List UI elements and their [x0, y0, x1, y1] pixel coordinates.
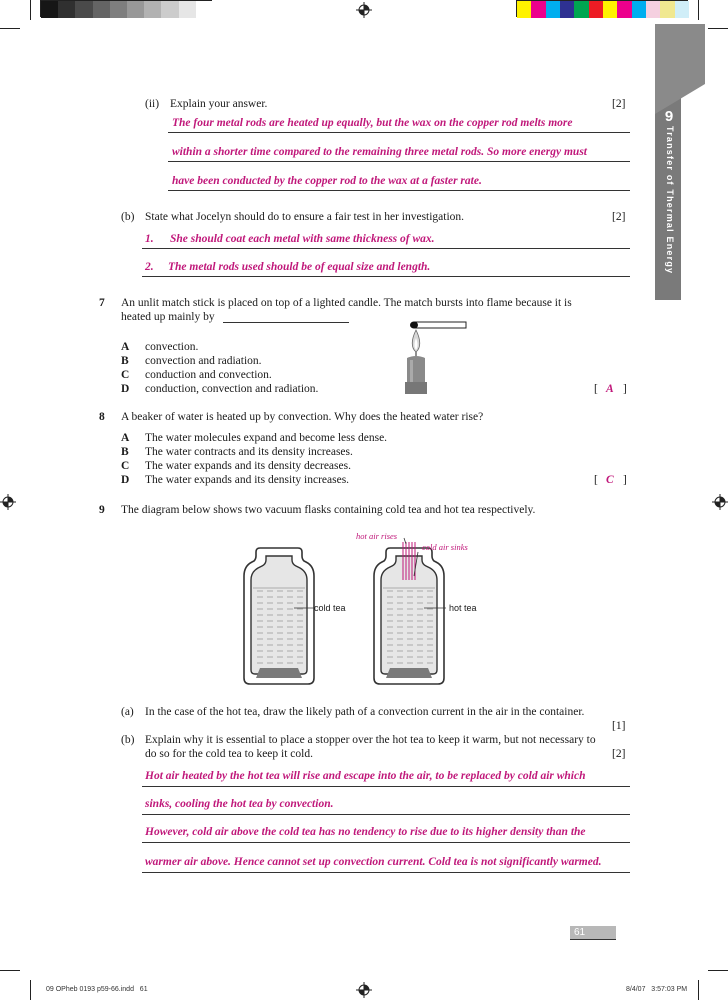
printer-swatch: [546, 1, 561, 18]
q6-part-ii-label: (ii): [145, 98, 160, 110]
label-hot-air-rises: hot air rises: [356, 531, 398, 541]
q9-part-b-text: Explain why it is essential to place a stopper over the hot tea to keep it warm, but not necessary to: [145, 734, 596, 746]
answer-rule: [142, 842, 630, 843]
answer-rule: [142, 814, 630, 815]
registration-mark-icon: [356, 2, 372, 18]
answer-line: She should coat each metal with same thickness of wax.: [170, 233, 435, 245]
q9-part-a-text: In the case of the hot tea, draw the likely path of a convection current in the air in the container.: [145, 706, 585, 718]
q6-part-b-label: (b): [121, 211, 135, 223]
answer-rule: [142, 786, 630, 787]
answer-rule: [142, 276, 630, 277]
hot-flask: [374, 538, 444, 684]
q7-answer: A: [606, 383, 614, 395]
option-text: The water molecules expand and become less dense.: [145, 432, 388, 444]
q9-part-a-label: (a): [121, 706, 134, 718]
option-text: convection and radiation.: [145, 355, 262, 367]
q9-part-a-marks: [1]: [612, 720, 626, 732]
option-text: The water expands and its density decreases.: [145, 460, 351, 472]
option-letter: C: [121, 460, 130, 472]
printer-swatch: [574, 1, 589, 18]
answer-bracket: [: [594, 383, 598, 395]
q9-number: 9: [99, 504, 105, 516]
printer-swatch: [517, 1, 532, 18]
printer-swatch: [675, 1, 690, 18]
answer-line: Hot air heated by the hot tea will rise and escape into the air, to be replaced by cold air which: [145, 770, 586, 782]
option-letter: D: [121, 474, 130, 486]
crop-mark: [698, 980, 699, 1000]
printer-swatch: [617, 1, 632, 18]
answer-line: The metal rods used should be of equal size and length.: [168, 261, 431, 273]
option-text: The water expands and its density increases.: [145, 474, 350, 486]
page-number: 61: [574, 927, 586, 938]
q8-text: A beaker of water is heated up by convection. Why does the heated water rise?: [121, 411, 484, 423]
answer-rule: [168, 190, 630, 191]
crop-mark: [0, 970, 20, 971]
printer-swatch: [93, 1, 111, 18]
registration-mark-icon: [356, 982, 372, 998]
answer-line: The four metal rods are heated up equally, but the wax on the copper rod melts more: [172, 117, 573, 129]
answer-rule: [142, 248, 630, 249]
option-letter: D: [121, 383, 130, 395]
printer-swatch: [110, 1, 128, 18]
chapter-number: 9: [664, 108, 674, 125]
q8-answer: C: [606, 474, 614, 486]
answer-line: warmer air above. Hence cannot set up convection current. Cold tea is not significantly warmed.: [145, 856, 602, 868]
label-hot-tea: hot tea: [449, 603, 477, 613]
printer-swatch: [144, 1, 162, 18]
answer-rule: [168, 161, 630, 162]
q9-part-b-text-2: do so for the cold tea to keep it cold.: [145, 748, 313, 760]
printer-swatch: [646, 1, 661, 18]
answer-rule: [142, 872, 630, 873]
printer-swatch: [58, 1, 76, 18]
printer-color-bar: [516, 0, 688, 17]
crop-mark: [698, 0, 699, 20]
crop-mark: [708, 28, 728, 29]
printer-swatch: [660, 1, 675, 18]
answer-line: within a shorter time compared to the remaining three metal rods. So more energy must: [172, 146, 587, 158]
label-cold-air-sinks: cold air sinks: [422, 542, 468, 552]
crop-mark: [30, 980, 31, 1000]
option-letter: A: [121, 341, 130, 353]
printer-swatch: [179, 1, 197, 18]
option-text: conduction, convection and radiation.: [145, 383, 319, 395]
option-letter: A: [121, 432, 130, 444]
q9-text: The diagram below shows two vacuum flasks containing cold tea and hot tea respectively.: [121, 504, 536, 516]
crop-mark: [708, 970, 728, 971]
printer-swatch: [196, 1, 214, 18]
label-cold-tea: cold tea: [314, 603, 346, 613]
answer-bracket: [: [594, 474, 598, 486]
printer-swatch: [603, 1, 618, 18]
fill-blank-line: [223, 322, 349, 323]
q7-number: 7: [99, 297, 105, 309]
option-letter: B: [121, 446, 129, 458]
printer-swatch: [531, 1, 546, 18]
printer-swatch: [75, 1, 93, 18]
q9-part-b-marks: [2]: [612, 748, 626, 760]
printer-swatch: [589, 1, 604, 18]
registration-mark-icon: [712, 494, 728, 510]
q7-text: An unlit match stick is placed on top of a lighted candle. The match bursts into flame because it is: [121, 297, 572, 309]
printer-swatch: [41, 1, 59, 18]
answer-line: have been conducted by the copper rod to the wax at a faster rate.: [172, 175, 482, 187]
answer-line: However, cold air above the cold tea has no tendency to rise due to its higher density than the: [145, 826, 586, 838]
option-text: The water contracts and its density increases.: [145, 446, 353, 458]
printer-swatch: [632, 1, 647, 18]
q6-part-ii-marks: [2]: [612, 98, 626, 110]
q6-part-ii-text: Explain your answer.: [170, 98, 268, 110]
footer-timestamp: 8/4/07 3:57:03 PM: [626, 986, 688, 993]
footer-file-info: 09 OPheb 0193 p59-66.indd 61: [46, 986, 148, 993]
option-letter: B: [121, 355, 129, 367]
registration-mark-icon: [0, 494, 16, 510]
printer-swatch: [161, 1, 179, 18]
chapter-tab-notch: [655, 24, 705, 114]
cold-flask: [244, 548, 314, 684]
answer-bracket: ]: [623, 474, 627, 486]
option-text: convection.: [145, 341, 199, 353]
q6-part-b-text: State what Jocelyn should do to ensure a fair test in her investigation.: [145, 211, 465, 223]
answer-line: sinks, cooling the hot tea by convection.: [145, 798, 334, 810]
page-number-rule: [570, 939, 616, 940]
q9-part-b-label: (b): [121, 734, 135, 746]
printer-swatch: [127, 1, 145, 18]
candle-match-illustration: [398, 318, 470, 398]
option-text: conduction and convection.: [145, 369, 272, 381]
printer-swatch: [560, 1, 575, 18]
answer-bracket: ]: [623, 383, 627, 395]
q8-number: 8: [99, 411, 105, 423]
chapter-title: Transfer of Thermal Energy: [665, 126, 675, 275]
crop-mark: [0, 28, 20, 29]
q7-text-2: heated up mainly by: [121, 311, 215, 323]
printer-grayscale-bar: [40, 0, 212, 17]
answer-rule: [168, 132, 630, 133]
crop-mark: [30, 0, 31, 20]
q6-part-b-marks: [2]: [612, 211, 626, 223]
option-letter: C: [121, 369, 130, 381]
answer-number: 1.: [145, 233, 154, 245]
answer-number: 2.: [145, 261, 154, 273]
